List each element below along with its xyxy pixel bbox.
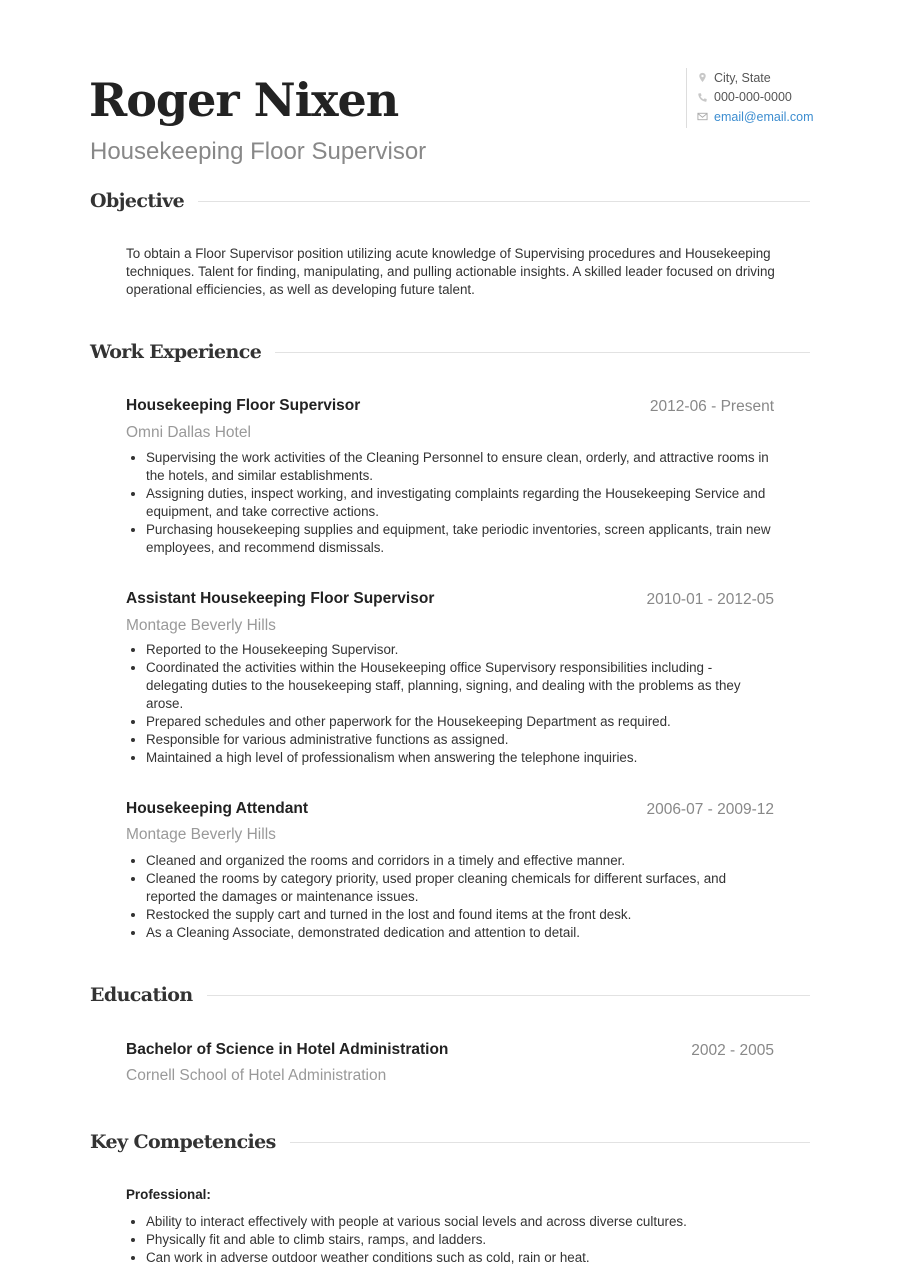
- list-item: • Maintained a high level of professionalism when answering the telephone inquiries.: [146, 749, 776, 767]
- competency-group-label: Professional:: [126, 1187, 211, 1202]
- map-pin-icon: [697, 72, 708, 83]
- objective-text: To obtain a Floor Supervisor position utilizing acute knowledge of Supervising procedures and Housekeeping techniques. Talent for finding, manipulating, and pulling actionable insights. A skilled leader focused on driving operational efficiencies, as well as developing future talent.: [126, 246, 775, 297]
- job-bullets: [126, 449, 776, 557]
- list-item: • Ability to interact effectively with people at various social levels and across diverse cultures.: [146, 1213, 776, 1231]
- job-dates: 2006-07 - 2009-12: [646, 801, 774, 818]
- list-item: • Prepared schedules and other paperwork for the Housekeeping Department as required.: [146, 713, 776, 731]
- education-section-header: [90, 980, 810, 1010]
- section-divider: [198, 201, 810, 202]
- list-item: • Purchasing housekeeping supplies and equipment, take periodic inventories, screen applicants, train new employees, and recommend dismissals.: [146, 521, 776, 557]
- list-item: • As a Cleaning Associate, demonstrated dedication and attention to detail.: [146, 924, 776, 942]
- job-company: Omni Dallas Hotel: [126, 424, 251, 441]
- list-item: • Responsible for various administrative functions as assigned.: [146, 731, 776, 749]
- location-text: City, State: [714, 70, 771, 85]
- section-divider: [207, 995, 810, 996]
- envelope-icon: [697, 111, 708, 122]
- candidate-name: Roger Nixen: [89, 73, 399, 127]
- objective-section-header: [90, 186, 810, 216]
- contact-block: [686, 68, 814, 128]
- list-item: • Coordinated the activities within the Housekeeping office Supervisory responsibilities including - delegating duties to the housekeeping staff, planning, signing, and dealing with the problems as they arose.: [146, 659, 776, 713]
- phone-text: 000-000-0000: [714, 90, 792, 105]
- job-bullets: [126, 852, 776, 942]
- email-link[interactable]: email@email.com: [714, 109, 814, 124]
- list-item: • Cleaned the rooms by category priority, used proper cleaning chemicals for different surfaces, and reported the damages or maintenance issues.: [146, 870, 776, 906]
- job-title: Housekeeping Floor Supervisor: [126, 397, 361, 414]
- job-company: Montage Beverly Hills: [126, 826, 276, 843]
- list-item: • Supervising the work activities of the Cleaning Personnel to ensure clean, orderly, and attractive rooms in the hotels, and similar establishments.: [146, 449, 776, 485]
- competency-bullets: [126, 1213, 776, 1267]
- job-title: Housekeeping Attendant: [126, 800, 308, 817]
- list-item: • Physically fit and able to climb stairs, ramps, and ladders.: [146, 1231, 776, 1249]
- work-heading: Work Experience: [90, 341, 262, 363]
- section-divider: [275, 352, 810, 353]
- list-item: • Cleaned and organized the rooms and corridors in a timely and effective manner.: [146, 852, 776, 870]
- list-item: • Reported to the Housekeeping Supervisor.: [146, 641, 776, 659]
- list-item: • Assigning duties, inspect working, and investigating complaints regarding the Housekeeping Service and equipment, and take corrective actions.: [146, 485, 776, 521]
- education-dates: 2002 - 2005: [691, 1042, 774, 1059]
- work-section-header: [90, 337, 810, 367]
- job-bullets: [126, 641, 776, 767]
- contact-location: [697, 68, 814, 88]
- job-title: Assistant Housekeeping Floor Supervisor: [126, 590, 435, 607]
- contact-phone: [697, 88, 814, 108]
- education-heading: Education: [90, 984, 193, 1006]
- degree-title: Bachelor of Science in Hotel Administration: [126, 1041, 449, 1058]
- contact-email: [697, 107, 814, 127]
- phone-icon: [697, 92, 708, 103]
- section-divider: [290, 1142, 810, 1143]
- job-dates: 2010-01 - 2012-05: [646, 591, 774, 608]
- list-item: • Can work in adverse outdoor weather conditions such as cold, rain or heat.: [146, 1249, 776, 1267]
- competencies-heading: Key Competencies: [90, 1131, 276, 1153]
- job-company: Montage Beverly Hills: [126, 617, 276, 634]
- candidate-title: Housekeeping Floor Supervisor: [90, 138, 427, 165]
- competencies-section-header: [90, 1127, 810, 1157]
- job-dates: 2012-06 - Present: [649, 398, 774, 415]
- objective-heading: Objective: [90, 190, 185, 212]
- school-name: Cornell School of Hotel Administration: [126, 1067, 387, 1084]
- list-item: • Restocked the supply cart and turned in the lost and found items at the front desk.: [146, 906, 776, 924]
